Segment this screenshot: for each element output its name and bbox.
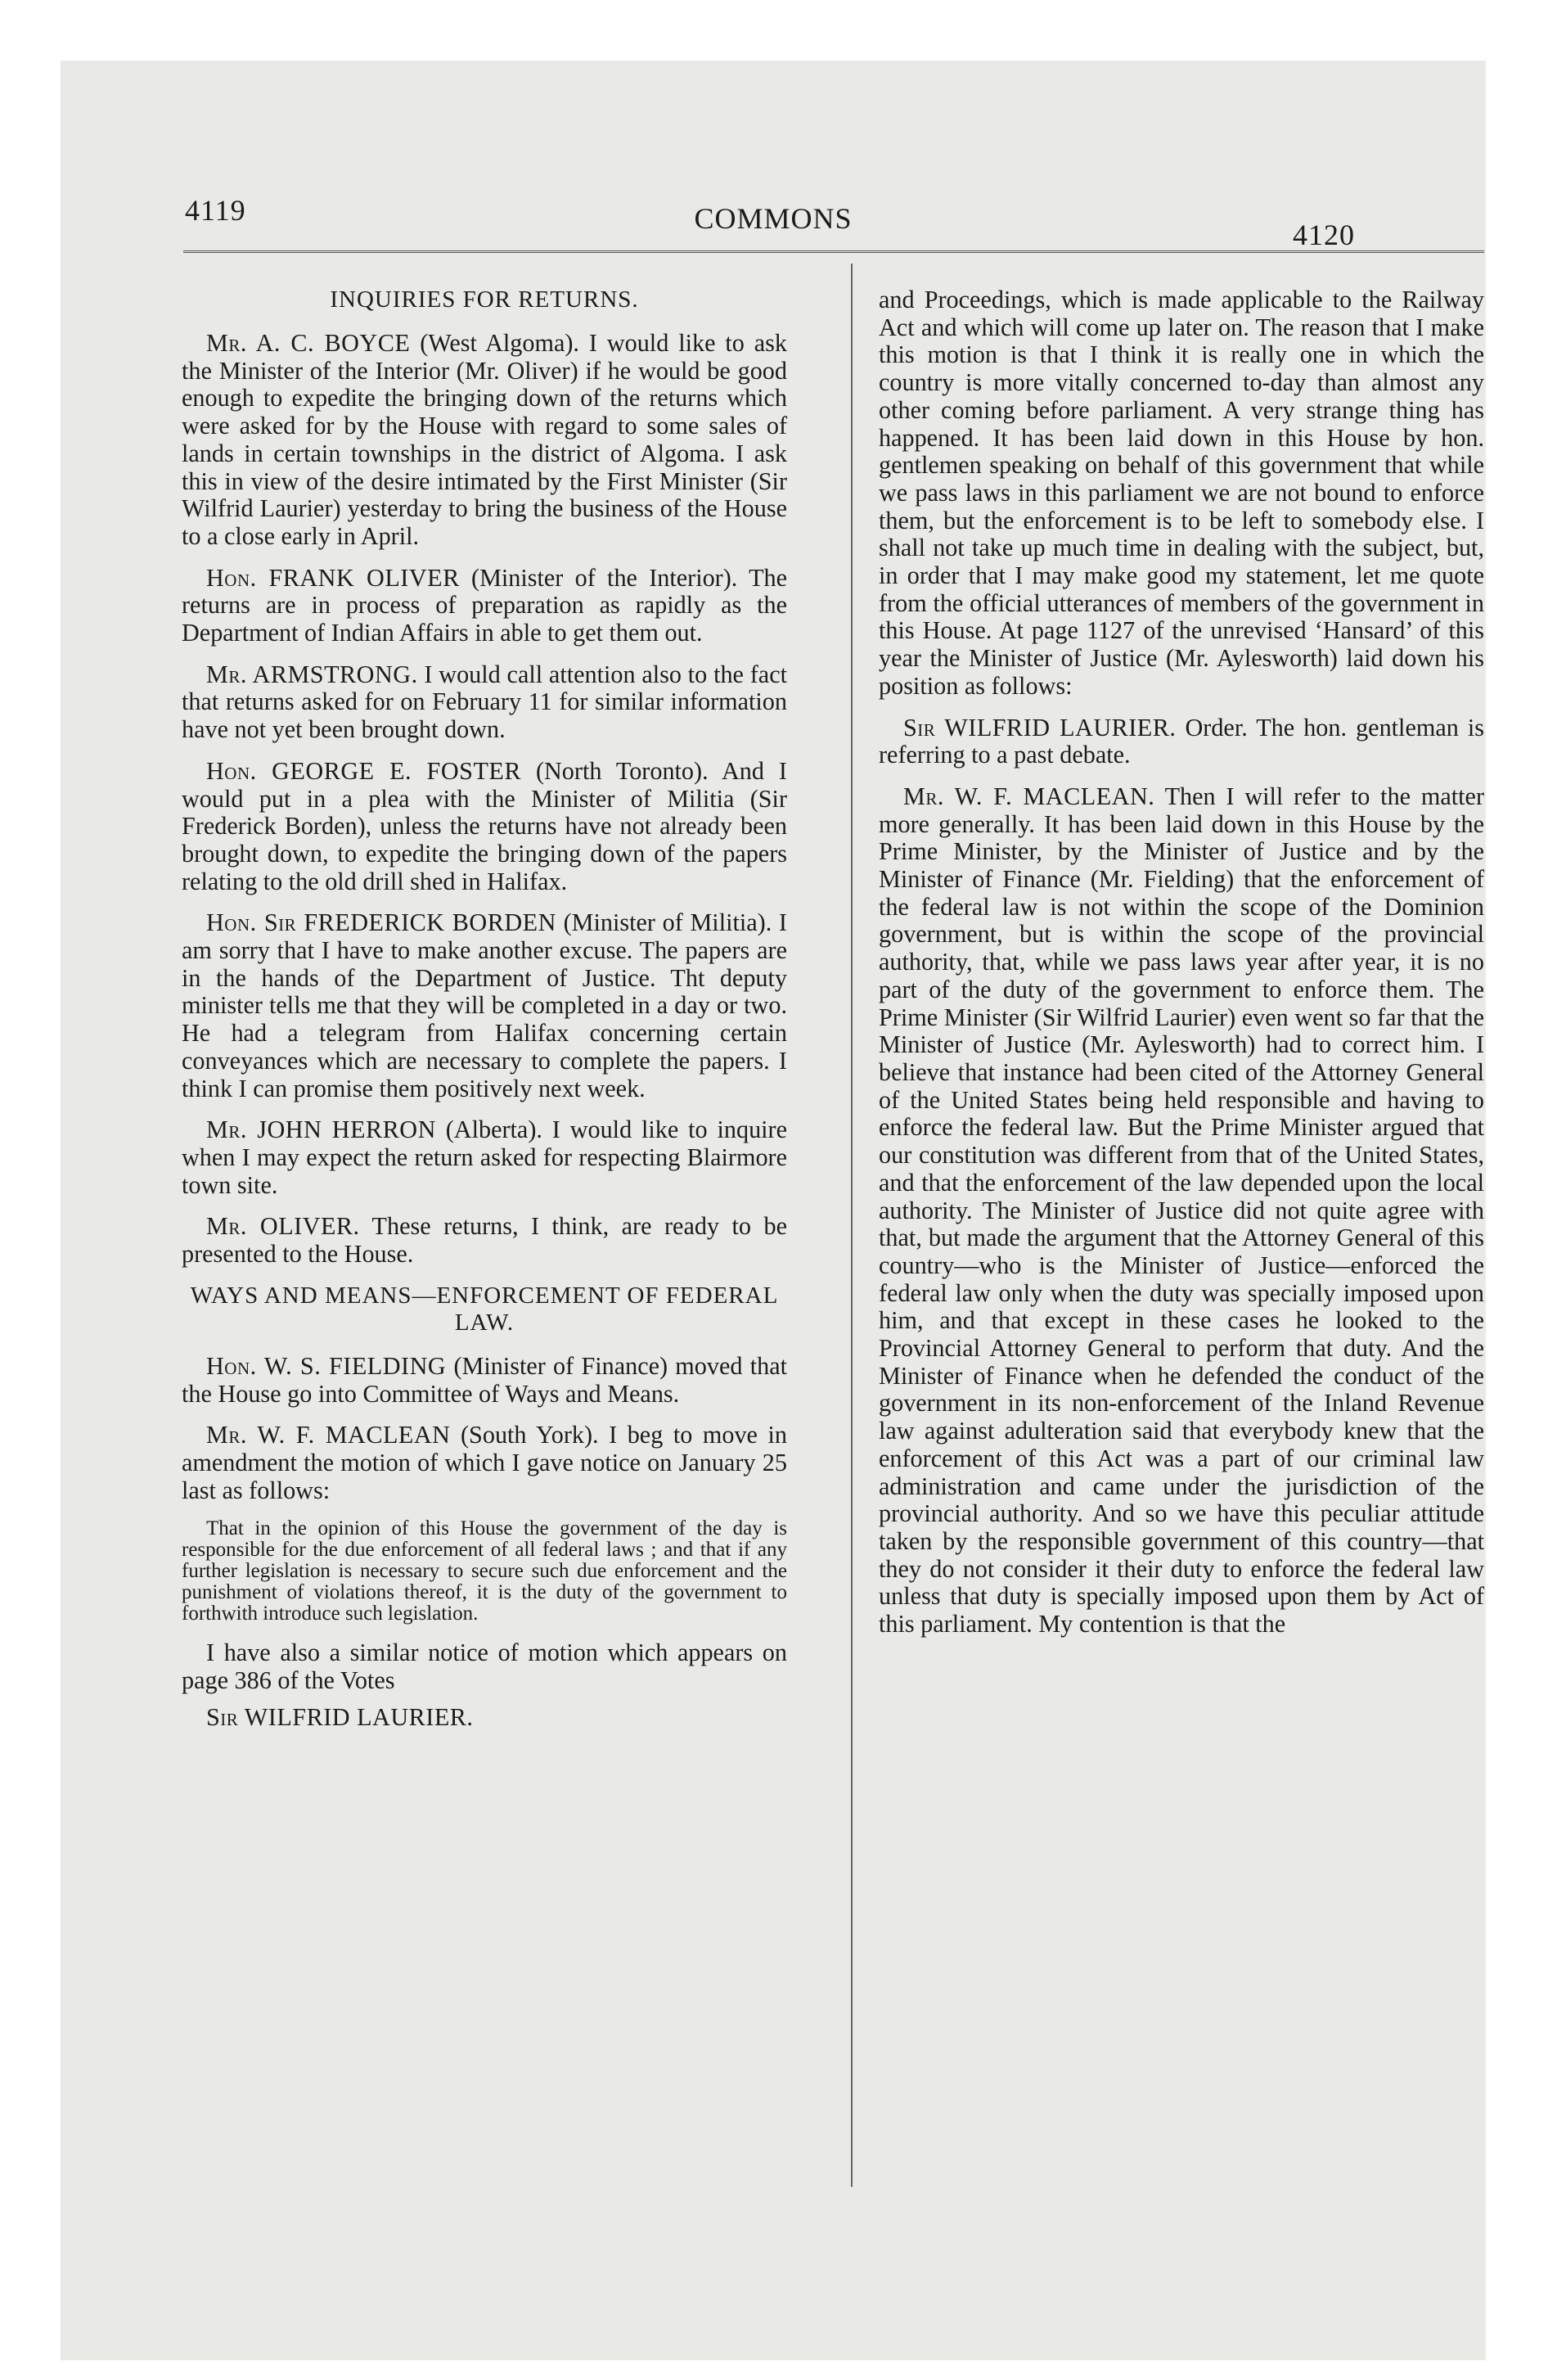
header-rule [183,250,1484,256]
speech-text: Then I will refer to the matter more generally. It has been laid down in this House by the Prime Minister, by the Minister of Justice and by the Minister of Finance (Mr. Fielding) that the enforcement of the federal law is not within the scope of the Dominion government, but is within the scope of the provincial authority, that, while we pass laws year after year, it is no part of the duty of the government to enforce them. The Prime Minister (Sir Wilfrid Laurier) even went so far that the Minister of Justice (Mr. Aylesworth) had to correct him. I believe that instance had been cited of the Attorney General of the United States being held responsible and having to enforce the federal law. But the Prime Minister argued that our constitution was different from that of the United States, and that the enforcement of the law depended upon the local authority. The Minister of Justice did not quite agree with that, but made the argument that the Attorney General of this country—who is the Minister of Justice—enforced the federal law only when the duty was specially imposed upon him, and that except in these cases he looked to the Provincial Attorney General to perform that duty. And the Minister of Finance when he defended the conduct of the government in its non-enforcement of the Inland Revenue law against adulteration said that everybody knew that the enforcement of this Act was a part of our criminal law administration and came under the jurisdiction of the provincial authority. And so we have this peculiar attitude taken by the responsible government of this country—that they do not consider it their duty to enforce the federal law unless that duty is specially imposed upon them by Act of this parliament. My contention is that the [879,782,1484,1639]
speech-text: Order. The hon. gentleman is referring to a past debate. [879,713,1484,769]
running-header [61,142,1486,251]
left-column [182,286,787,1731]
speech-text: (Minister of the Interior). The returns are in process of preparation as rapidly as the Department of Indian Affairs in able to get them out. [182,563,787,647]
speaker-name: Mr. W. F. MACLEAN [206,1421,451,1449]
section-heading-inquiries: INQUIRIES FOR RETURNS. [330,286,639,313]
page-number-left: 4119 [185,194,246,227]
column-divider [851,264,853,2187]
speech-text: (Alberta). I would like to inquire when I may expect the return asked for respecting Blairmore town site. [182,1116,788,1199]
header-title: COMMONS [694,202,853,235]
speech-text: (North Toronto). And I would put in a plea with the Minister of Militia (Sir Frederick Borden), unless the returns have not already been brought down, to expedite the bringing down of the papers relating to the old drill shed in Halifax. [182,756,787,895]
paragraph-oliver [182,565,787,647]
paragraph-maclean-reply [879,783,1484,1639]
speaker-name: Hon. Sir FREDERICK BORDEN [206,908,556,937]
speaker-name: Mr. ARMSTRONG. [206,660,418,688]
page-number-right: 4120 [1293,219,1355,251]
paragraph-oliver-reply [182,1213,787,1268]
speaker-name: Mr. W. F. MACLEAN. [903,782,1155,810]
section-heading-ways-and-means: WAYS AND MEANS—ENFORCEMENT OF FEDERAL LAW. [190,1282,779,1336]
paragraph-boyce [182,330,787,551]
speech-text: These returns, I think, are ready to be presented to the House. [182,1212,787,1269]
paragraph-fielding [182,1353,787,1408]
speech-text: (Minister of Militia). I am sorry that I have to make another excuse. The papers are in the hands of the Department of Justice. Tht deputy minister tells me that they will be completed in a day or two. He had a telegram from Halifax concerning certain conveyances which are necessary to complete the papers. I think I can promise them positively next week. [182,908,787,1102]
right-column [879,286,1484,1652]
paragraph-continued: and Proceedings, which is made applicable to the Railway Act and which will come up later on. The reason that I make this motion is that I think it is really one in which the country is more vitally concerned to-day than almost any other coming before parliament. A very strange thing has happened. It has been laid down in this House by hon. gentlemen speaking on behalf of this government that while we pass laws in this parliament we are not bound to enforce them, but the enforcement is to be left to somebody else. I shall not take up much time in dealing with the subject, but, in order that I may make good my statement, let me quote from the official utterances of members of the government in this House. At page 1127 of the unrevised ‘Hansard’ of this year the Minister of Justice (Mr. Aylesworth) laid down his position as follows: [879,286,1484,700]
speaker-name: Sir WILFRID LAURIER. [903,713,1177,741]
speech-text: (West Algoma). I would like to ask the Minister of the Interior (Mr. Oliver) if he would be good enough to expedite the bringing down of the returns which were asked for by the House with regard to some sales of lands in certain townships in the district of Algoma. I ask this in view of the desire intimated by the First Minister (Sir Wilfrid Laurier) yesterday to bring the business of the House to a close early in April. [182,329,787,550]
speaker-name: Mr. JOHN HERRON [206,1116,436,1144]
speech-text: (South York). I beg to move in amendment the motion of which I gave notice on January 25 last as follows: [182,1421,787,1504]
speaker-name: Hon. W. S. FIELDING [206,1351,447,1380]
paragraph-maclean [182,1422,787,1504]
paragraph-foster [182,758,787,896]
paragraph-armstrong [182,661,787,744]
speech-text: I would call attention also to the fact that returns asked for on February 11 for similar information have not yet been brought down. [182,660,787,744]
speech-text: (Minister of Finance) moved that the House go into Committee of Ways and Means. [182,1351,787,1408]
speaker-name: Mr. OLIVER. [206,1212,360,1241]
paragraph-herron [182,1116,787,1199]
paragraph-notice: I have also a similar notice of motion which appears on page 386 of the Votes [182,1639,787,1695]
page-sheet [61,61,1486,2360]
motion-quote: That in the opinion of this House the government of the day is responsible for the due enforcement of all federal laws ; and that if any further legislation is necessary to secure such due enforcement and the punishment of violations thereof, it is the duty of the government to forthwith introduce such legislation. [182,1517,787,1625]
paragraph-laurier [879,714,1484,769]
speaker-name: Mr. A. C. BOYCE [206,329,411,357]
interjection-signature: Sir WILFRID LAURIER. [206,1702,474,1731]
speaker-name: Hon. FRANK OLIVER [206,563,460,592]
speaker-name: Hon. GEORGE E. FOSTER [206,756,521,785]
paragraph-borden [182,909,787,1102]
